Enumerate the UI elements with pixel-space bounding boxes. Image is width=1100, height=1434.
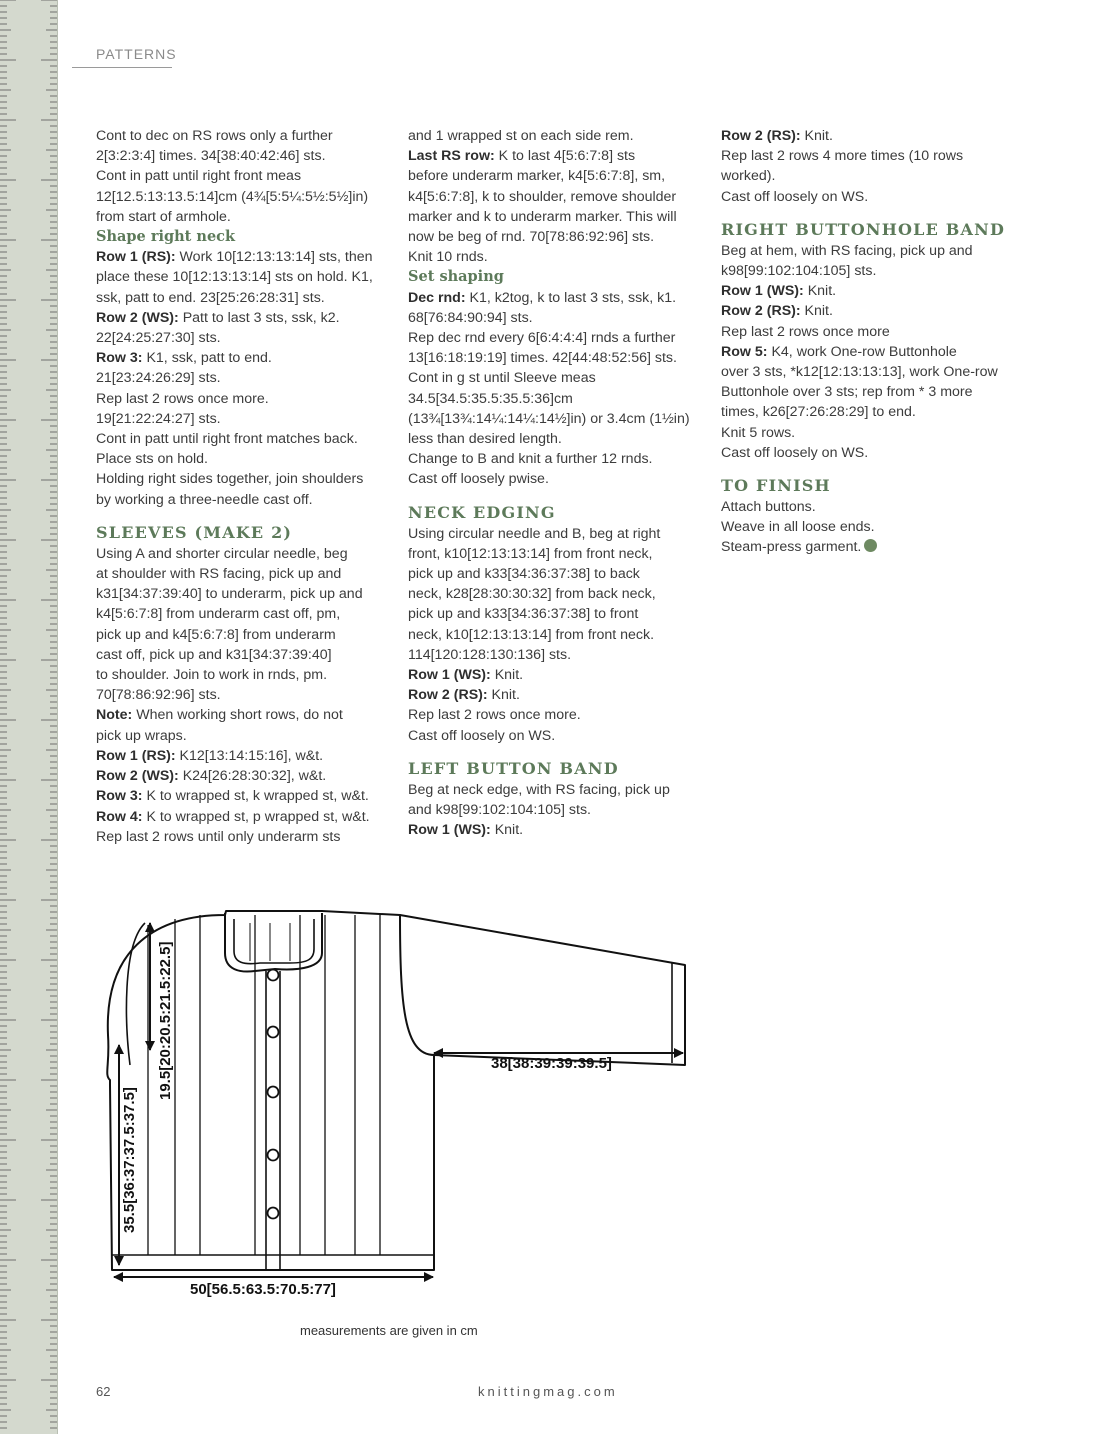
pattern-text: When working short rows, do not xyxy=(132,707,343,724)
pattern-text: Place sts on hold. xyxy=(96,451,208,468)
pattern-line xyxy=(408,564,708,584)
section-heading: TO FINISH xyxy=(721,476,831,496)
pattern-line xyxy=(96,726,396,746)
pattern-line xyxy=(96,449,396,469)
pattern-text: 114[120:128:130:136] sts. xyxy=(408,646,572,663)
pattern-line xyxy=(96,746,396,766)
pattern-text: Rep last 2 rows once more. xyxy=(96,390,269,407)
pattern-text: marker and k to underarm marker. This will xyxy=(408,208,677,225)
pattern-text: 22[24:25:27:30] sts. xyxy=(96,330,221,347)
pattern-text: Cast off loosely on WS. xyxy=(721,188,869,205)
pattern-line xyxy=(96,146,396,166)
pattern-line xyxy=(408,288,708,308)
pattern-text: Patt to last 3 sts, ssk, k2. xyxy=(178,309,340,326)
pattern-text: K to last 4[5:6:7:8] sts xyxy=(494,148,636,165)
pattern-text: Using A and shorter circular needle, beg xyxy=(96,545,348,562)
pattern-line xyxy=(721,423,1021,443)
yarn-ball-icon xyxy=(864,539,877,552)
row-label: Row 2 (RS): xyxy=(721,303,801,320)
section-label: PATTERNS xyxy=(96,46,177,62)
pattern-line xyxy=(96,166,396,186)
pattern-line xyxy=(96,389,396,409)
row-label: Dec rnd: xyxy=(408,289,466,306)
pattern-line xyxy=(721,166,1021,186)
pattern-text: pick up wraps. xyxy=(96,727,187,744)
pattern-text: Beg at neck edge, with RS facing, pick up xyxy=(408,781,670,798)
pattern-line xyxy=(408,368,708,388)
pattern-text: Cont in patt until right front meas xyxy=(96,168,302,185)
pattern-text: Knit. xyxy=(803,283,837,300)
pattern-line xyxy=(408,429,708,449)
pattern-text: K to wrapped st, p wrapped st, w&t. xyxy=(142,808,370,825)
pattern-line xyxy=(96,429,396,449)
pattern-text: Cast off loosely pwise. xyxy=(408,471,549,488)
pattern-text: 70[78:86:92:96] sts. xyxy=(96,687,221,704)
pattern-text: Knit. xyxy=(487,687,520,704)
pattern-line xyxy=(408,604,708,624)
pattern-line xyxy=(96,665,396,685)
pattern-line xyxy=(408,544,708,564)
subsection-heading: Shape right neck xyxy=(96,228,236,246)
footer-website: knittingmag.com xyxy=(478,1384,618,1399)
pattern-line xyxy=(408,187,708,207)
pattern-text: Rep dec rnd every 6[6:4:4:4] rnds a further xyxy=(408,330,676,347)
pattern-line xyxy=(408,800,708,820)
pattern-text: before underarm marker, k4[5:6:7:8], sm, xyxy=(408,168,666,185)
diagram-caption: measurements are given in cm xyxy=(300,1323,478,1338)
pattern-line xyxy=(721,402,1021,422)
pattern-line xyxy=(96,705,396,725)
pattern-text: Cast off loosely on WS. xyxy=(408,727,556,744)
pattern-line xyxy=(408,207,708,227)
pattern-line xyxy=(721,517,1021,537)
pattern-line xyxy=(408,726,708,746)
pattern-line xyxy=(721,382,1021,402)
pattern-line xyxy=(96,604,396,624)
pattern-line xyxy=(721,497,1021,517)
pattern-text: cast off, pick up and k31[34:37:39:40] xyxy=(96,646,332,663)
pattern-line xyxy=(96,187,396,207)
pattern-line xyxy=(721,443,1021,463)
pattern-text: Knit. xyxy=(800,303,833,320)
subsection-heading: Set shaping xyxy=(408,268,504,286)
row-label: Note: xyxy=(96,707,133,724)
sleeve-length-label: 38[38:39:39:39.5] xyxy=(491,1055,612,1072)
pattern-line xyxy=(96,368,396,388)
row-label: Row 2 (WS): xyxy=(96,768,179,785)
pattern-line xyxy=(408,308,708,328)
pattern-line xyxy=(96,564,396,584)
section-heading: NECK EDGING xyxy=(408,502,556,522)
row-label: Row 2 (RS): xyxy=(721,128,801,144)
pattern-line xyxy=(96,645,396,665)
pattern-text: Beg at hem, with RS facing, pick up and xyxy=(721,242,973,259)
pattern-line xyxy=(721,342,1021,362)
pattern-line xyxy=(96,469,396,489)
pattern-text: Holding right sides together, join shoulders xyxy=(96,471,364,488)
pattern-line xyxy=(408,227,708,247)
pattern-text: over 3 sts, *k12[12:13:13:13], work One-row xyxy=(721,364,998,381)
pattern-text: Work 10[12:13:13:14] sts, then xyxy=(175,249,373,266)
pattern-text: Using circular needle and B, beg at right xyxy=(408,525,661,542)
text-column-1 xyxy=(96,126,396,847)
pattern-text: place these 10[12:13:13:14] sts on hold. K1, xyxy=(96,269,373,286)
pattern-line xyxy=(96,288,396,308)
pattern-text: Cont in patt until right front matches back. xyxy=(96,431,358,448)
pattern-text: Steam-press garment. xyxy=(721,539,862,556)
pattern-line xyxy=(408,146,708,166)
pattern-line xyxy=(408,126,708,146)
pattern-text: Attach buttons. xyxy=(721,499,816,516)
pattern-line xyxy=(96,247,396,267)
row-label: Row 3: xyxy=(96,350,143,367)
pattern-line xyxy=(96,308,396,328)
pattern-line xyxy=(96,409,396,429)
pattern-text: worked). xyxy=(721,168,776,185)
pattern-line xyxy=(408,449,708,469)
pattern-text: Knit. xyxy=(490,822,524,839)
pattern-line xyxy=(96,807,396,827)
pattern-line xyxy=(408,780,708,800)
pattern-line xyxy=(721,281,1021,301)
pattern-text: Cont in g st until Sleeve meas xyxy=(408,370,596,387)
pattern-text: Cont to dec on RS rows only a further xyxy=(96,128,333,144)
pattern-line xyxy=(96,348,396,368)
row-label: Last RS row: xyxy=(408,148,495,165)
pattern-text: 19[21:22:24:27] sts. xyxy=(96,410,221,427)
pattern-line xyxy=(96,786,396,806)
pattern-line xyxy=(721,126,1021,146)
pattern-line xyxy=(408,705,708,725)
row-label: Row 2 (WS): xyxy=(96,309,179,326)
pattern-text: 13[16:18:19:19] times. 42[44:48:52:56] sts. xyxy=(408,350,677,367)
pattern-line xyxy=(96,544,396,564)
pattern-text: (13¾[13¾:14¼:14¼:14½]in) or 3.4cm (1½in) xyxy=(408,410,690,427)
pattern-text: Rep last 2 rows once more. xyxy=(408,707,581,724)
pattern-line xyxy=(96,766,396,786)
pattern-line xyxy=(408,328,708,348)
pattern-text: Rep last 2 rows 4 more times (10 rows xyxy=(721,148,964,165)
pattern-line xyxy=(721,187,1021,207)
measuring-ruler xyxy=(0,0,58,1434)
pattern-line xyxy=(721,261,1021,281)
pattern-text: Knit 5 rows. xyxy=(721,424,796,441)
body-length-label: 35.5[36:37:37.5:37.5] xyxy=(121,1087,138,1233)
pattern-text: K to wrapped st, k wrapped st, w&t. xyxy=(142,788,369,805)
pattern-text: Change to B and knit a further 12 rnds. xyxy=(408,451,653,468)
pattern-line xyxy=(408,389,708,409)
pattern-text: K1, ssk, patt to end. xyxy=(142,350,272,367)
row-label: Row 1 (WS): xyxy=(721,283,804,300)
row-label: Row 5: xyxy=(721,343,768,360)
body-width-label: 50[56.5:63.5:70.5:77] xyxy=(190,1281,336,1298)
pattern-line xyxy=(408,645,708,665)
pattern-text: pick up and k4[5:6:7:8] from underarm xyxy=(96,626,336,643)
row-label: Row 1 (RS): xyxy=(96,249,176,266)
row-label: Row 3: xyxy=(96,788,143,805)
ruler-ticks xyxy=(0,0,57,1434)
pattern-text: now be beg of rnd. 70[78:86:92:96] sts. xyxy=(408,229,655,246)
pattern-text: Cast off loosely on WS. xyxy=(721,444,869,461)
row-label: Row 1 (RS): xyxy=(96,747,176,764)
pattern-line xyxy=(96,207,396,227)
armhole-depth-label: 19.5[20:20.5:21.5:22.5] xyxy=(157,941,174,1100)
pattern-line xyxy=(721,301,1021,321)
pattern-line xyxy=(408,685,708,705)
pattern-text: k98[99:102:104:105] sts. xyxy=(721,263,877,280)
pattern-text: front, k10[12:13:13:14] from front neck, xyxy=(408,545,653,562)
pattern-text: at shoulder with RS facing, pick up and xyxy=(96,566,342,583)
pattern-text: Knit. xyxy=(800,128,833,144)
pattern-line xyxy=(408,409,708,429)
pattern-text: 68[76:84:90:94] sts. xyxy=(408,309,533,326)
header-rule xyxy=(72,67,172,68)
pattern-text: 34.5[34.5:35.5:35.5:36]cm xyxy=(408,390,573,407)
pattern-text: pick up and k33[34:36:37:38] to back xyxy=(408,566,640,583)
pattern-line xyxy=(96,584,396,604)
sleeve-outline xyxy=(400,915,685,1065)
pattern-text: K4, work One-row Buttonhole xyxy=(767,343,957,360)
pattern-text: Buttonhole over 3 sts; rep from * 3 more xyxy=(721,384,973,401)
pattern-line xyxy=(408,166,708,186)
pattern-line xyxy=(408,584,708,604)
pattern-line xyxy=(96,267,396,287)
pattern-line xyxy=(96,685,396,705)
pattern-line xyxy=(96,625,396,645)
text-column-2 xyxy=(408,126,708,841)
pattern-text: 2[3:2:3:4] times. 34[38:40:42:46] sts. xyxy=(96,148,326,165)
row-label: Row 4: xyxy=(96,808,143,825)
pattern-text: K24[26:28:30:32], w&t. xyxy=(178,768,327,785)
pattern-line xyxy=(96,328,396,348)
pattern-text: Rep last 2 rows until only underarm sts xyxy=(96,828,341,845)
pattern-text: Knit 10 rnds. xyxy=(408,249,488,266)
pattern-line xyxy=(408,820,708,840)
pattern-text: neck, k10[12:13:13:14] from front neck. xyxy=(408,626,655,643)
pattern-text: Weave in all loose ends. xyxy=(721,519,875,536)
pattern-line xyxy=(408,247,708,267)
pattern-text: Rep last 2 rows once more xyxy=(721,323,890,340)
section-heading: LEFT BUTTON BAND xyxy=(408,758,619,778)
pattern-text: ssk, patt to end. 23[25:26:28:31] sts. xyxy=(96,289,325,306)
pattern-text: Knit. xyxy=(490,667,524,684)
pattern-line xyxy=(96,490,396,510)
section-heading: RIGHT BUTTONHOLE BAND xyxy=(721,219,1006,239)
pattern-text: times, k26[27:26:28:29] to end. xyxy=(721,404,916,421)
pattern-line xyxy=(408,469,708,489)
pattern-text: 12[12.5:13:13.5:14]cm (4¾[5:5¼:5½:5½]in) xyxy=(96,188,369,205)
pattern-text: and k98[99:102:104:105] sts. xyxy=(408,802,592,819)
pattern-text: from start of armhole. xyxy=(96,208,231,225)
section-heading: SLEEVES (MAKE 2) xyxy=(96,522,293,542)
text-column-3 xyxy=(721,126,1021,558)
pattern-line xyxy=(408,524,708,544)
pattern-text: k4[5:6:7:8], k to shoulder, remove shoulder xyxy=(408,188,677,205)
pattern-text: k31[34:37:39:40] to underarm, pick up and xyxy=(96,586,363,603)
pattern-line xyxy=(408,625,708,645)
pattern-line xyxy=(721,322,1021,342)
pattern-text: less than desired length. xyxy=(408,431,562,448)
pattern-text: to shoulder. Join to work in rnds, pm. xyxy=(96,667,328,684)
row-label: Row 1 (WS): xyxy=(408,667,491,684)
pattern-text: k4[5:6:7:8] from underarm cast off, pm, xyxy=(96,606,341,623)
row-label: Row 2 (RS): xyxy=(408,687,488,704)
pattern-line xyxy=(721,241,1021,261)
pattern-text: neck, k28[28:30:30:32] from back neck, xyxy=(408,586,656,603)
pattern-line xyxy=(721,537,1021,557)
cardigan-schematic xyxy=(100,905,700,1305)
pattern-text: by working a three-needle cast off. xyxy=(96,491,313,508)
pattern-text: K12[13:14:15:16], w&t. xyxy=(175,747,324,764)
pattern-line xyxy=(408,665,708,685)
pattern-line xyxy=(96,126,396,146)
pattern-line xyxy=(408,348,708,368)
pattern-line xyxy=(721,146,1021,166)
pattern-text: and 1 wrapped st on each side rem. xyxy=(408,128,634,144)
page-number: 62 xyxy=(96,1384,111,1399)
pattern-text: pick up and k33[34:36:37:38] to front xyxy=(408,606,639,623)
pattern-line xyxy=(721,362,1021,382)
pattern-text: K1, k2tog, k to last 3 sts, ssk, k1. xyxy=(465,289,677,306)
pattern-text: 21[23:24:26:29] sts. xyxy=(96,370,221,387)
row-label: Row 1 (WS): xyxy=(408,822,491,839)
pattern-line xyxy=(96,827,396,847)
